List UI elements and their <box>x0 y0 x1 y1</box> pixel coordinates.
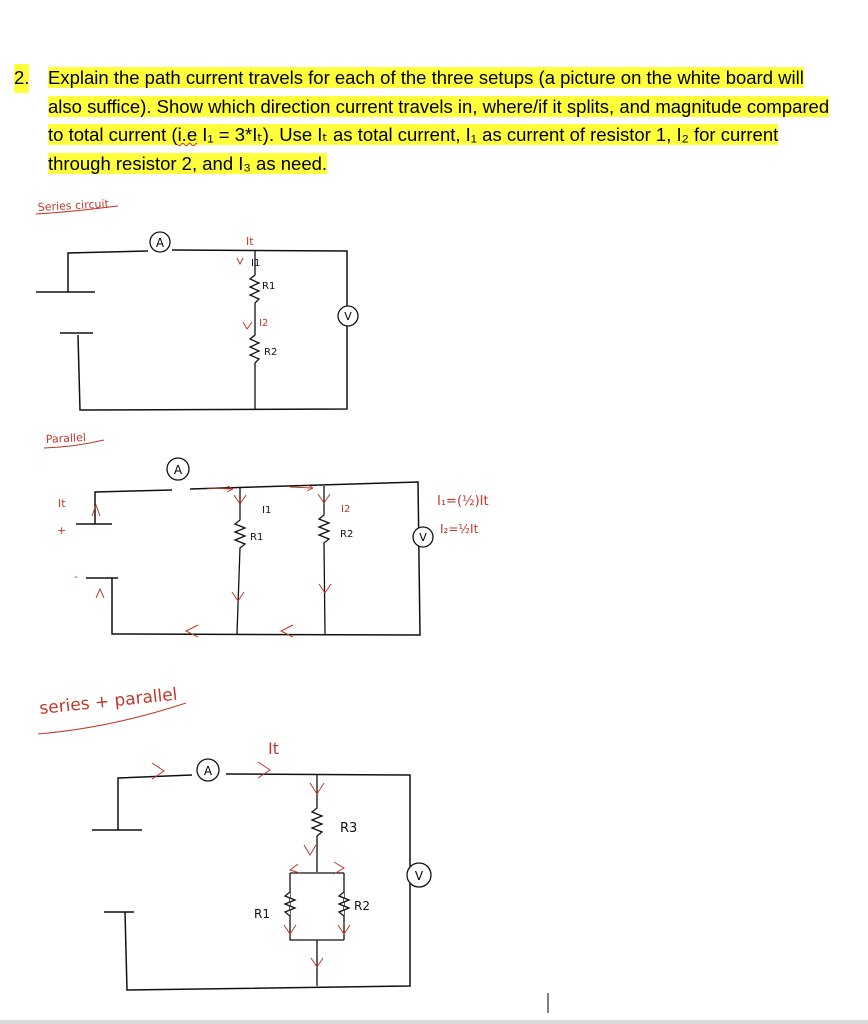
series-voltmeter-label: V <box>344 310 352 323</box>
parallel-total-current-label: It <box>58 497 66 510</box>
series-circuit <box>36 197 358 410</box>
question-text-part-2: I₁ = 3*Iₜ). Use Iₜ as total current, I₁ as current of resistor 1, I₂ for current through resistor 2, and I₃ as need. <box>48 124 779 174</box>
series-parallel-voltmeter-label: V <box>414 869 424 883</box>
parallel-i2-label: I2 <box>341 504 351 515</box>
parallel-ammeter-label: A <box>173 463 183 477</box>
parallel-minus-label: - <box>74 570 78 583</box>
series-parallel-circuit <box>38 685 431 990</box>
question-number: 2. <box>14 64 29 93</box>
series-parallel-r1-label: R1 <box>254 907 270 921</box>
series-i2-label: I2 <box>259 318 269 329</box>
series-parallel-r2-label: R2 <box>354 899 370 913</box>
parallel-voltmeter-label: V <box>419 531 427 544</box>
parallel-circuit <box>44 431 489 637</box>
series-parallel-label: series + parallel <box>38 684 179 719</box>
parallel-r1-label: R1 <box>250 532 264 543</box>
series-r1-label: R1 <box>262 281 276 292</box>
question-text-ie: i.e <box>177 124 198 145</box>
parallel-circuit-label: Parallel <box>45 430 87 446</box>
series-circuit-label: Series circuit <box>37 197 110 214</box>
parallel-plus-label: + <box>57 524 67 537</box>
series-r2-label: R2 <box>264 347 278 358</box>
series-parallel-r3-label: R3 <box>340 821 358 836</box>
parallel-note-i2: I₂=½It <box>440 522 479 536</box>
page-bottom-edge <box>0 1020 868 1024</box>
series-i1-label: I1 <box>251 258 261 269</box>
series-parallel-ammeter-label: A <box>203 764 213 778</box>
parallel-r2-label: R2 <box>340 529 354 540</box>
question-text-part-1: Explain the path current travels for each of the three setups (a picture on the white board will also suffice). Show which direction current travels in, where/if it splits, and magnitude compared to total current ( <box>48 67 830 145</box>
series-total-current-label: It <box>246 235 254 248</box>
parallel-note-i1: I₁=(½)It <box>437 494 489 509</box>
parallel-i1-label: I1 <box>262 505 272 516</box>
series-parallel-total-current-label: It <box>268 739 279 758</box>
series-ammeter-label: A <box>155 236 165 250</box>
